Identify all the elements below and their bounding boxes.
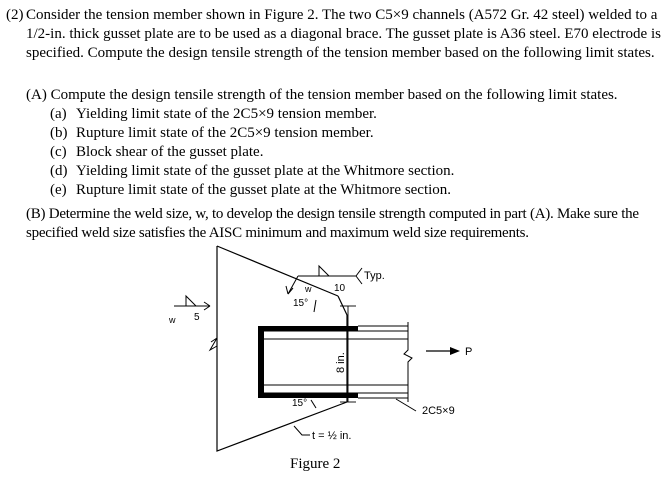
weld-left-length: 5	[194, 312, 200, 323]
weld-top-w: w	[305, 284, 312, 294]
part-b	[26, 205, 662, 243]
part-a-label: (A)	[26, 87, 47, 103]
part-b-text: Determine the weld size, w, to develop the design tensile strength computed in part (A). Make sure the specified weld size satisfies the AISC minimum and maximum weld size requirements.	[26, 206, 639, 241]
thickness-label: t = ½ in.	[312, 430, 352, 442]
load-label: P	[465, 346, 473, 358]
weld-symbol-left	[174, 296, 210, 310]
item-text: Rupture limit state of the 2C5×9 tension member.	[76, 125, 374, 141]
angle-bottom-arrow	[311, 400, 316, 408]
angle-top-label: 15°	[293, 298, 309, 309]
member-leader	[396, 399, 416, 411]
member-label: 2C5×9	[422, 405, 455, 417]
thickness-leader	[294, 426, 310, 435]
list-item	[50, 124, 662, 143]
angle-bottom-label: 15°	[292, 398, 308, 409]
gusset-plate	[210, 246, 347, 451]
item-label: (b)	[50, 125, 68, 141]
part-a	[26, 86, 662, 200]
angle-top-arrow	[314, 300, 316, 312]
part-b-label: (B)	[26, 206, 46, 222]
item-label: (a)	[50, 106, 67, 122]
item-text: Yielding limit state of the 2C5×9 tension member.	[76, 106, 377, 122]
part-a-text: Compute the design tensile strength of the tension member based on the following limit states.	[50, 87, 618, 103]
item-text: Block shear of the gusset plate.	[76, 144, 264, 160]
item-label: (c)	[50, 144, 67, 160]
item-text: Yielding limit state of the gusset plate at the Whitmore section.	[76, 163, 455, 179]
item-text: Rupture limit state of the gusset plate at the Whitmore section.	[76, 182, 452, 198]
problem-number: (2)	[6, 7, 24, 23]
weld-top-note: Typ.	[364, 270, 385, 282]
list-item	[50, 181, 662, 200]
dimension-label: 8 in.	[335, 352, 347, 373]
problem-statement	[6, 6, 662, 63]
figure-2	[160, 242, 500, 478]
problem-text: Consider the tension member shown in Figure 2. The two C5×9 channels (A572 Gr. 42 steel) welded to a 1/2-in. thick gusset plate are to be used as a diagonal brace. The gusset plate is A36 steel. E70 electrode is specified. Compute the design tensile strength of the tension member based on the following limit states.	[26, 7, 661, 61]
list-item	[50, 105, 662, 124]
list-item	[50, 143, 662, 162]
item-label: (d)	[50, 163, 68, 179]
weld-top-length: 10	[334, 283, 346, 294]
item-label: (e)	[50, 182, 67, 198]
load-arrow	[426, 347, 460, 355]
list-item	[50, 162, 662, 181]
part-a-items	[26, 105, 662, 200]
weld-left-w: w	[169, 315, 176, 325]
figure-caption: Figure 2	[290, 456, 341, 472]
